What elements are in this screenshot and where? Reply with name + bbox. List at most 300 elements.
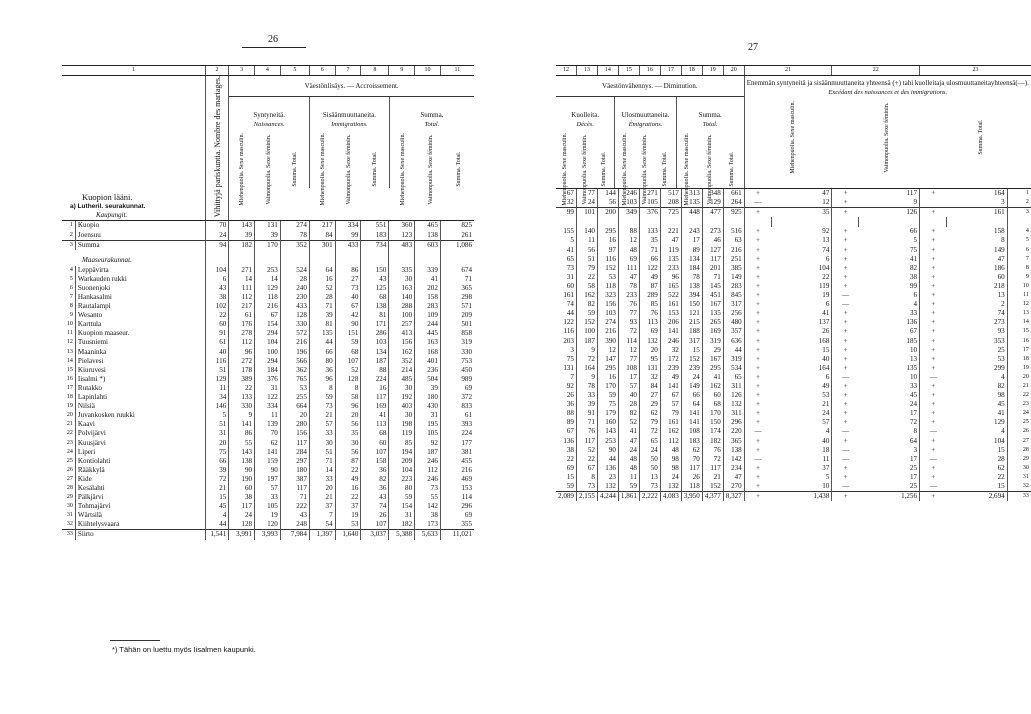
row-value: 159 [255,457,281,466]
row-name: Rautalampi [75,302,205,311]
row-value: 284 [280,448,309,457]
row-value: 15 [681,346,702,355]
sign: + [920,327,947,336]
row-value: 161 [563,291,574,300]
row-name: Siirto [75,530,205,540]
row-value: 297 [280,457,309,466]
row-number: 32 [66,521,73,528]
sign: + [744,346,771,355]
sign: + [744,473,771,482]
row-value: 271 [229,266,255,275]
row-value: 313 [681,189,702,199]
row-number: 14 [1007,318,1031,327]
row-value: 319 [723,355,744,364]
row-value: 138 [723,446,744,455]
excess-value: 353 [994,336,1005,345]
row-value: 661 [723,189,744,199]
excess-value: 273 [994,318,1005,327]
row-number: 19 [66,403,73,410]
row-value: 387 [280,475,309,484]
sign: + [920,400,947,409]
table-row [62,511,474,520]
row-number: 14 [66,357,73,364]
excess-value: 41 [822,309,830,318]
row-value: 88 [618,227,639,236]
row-value: 72 [576,355,597,364]
sign: + [920,318,947,327]
row-value: 60 [205,320,229,329]
row-value: 100 [576,327,597,336]
row-value: 36 [361,466,389,475]
row-value: 57 [618,382,639,391]
row-value: 36 [309,366,335,375]
row-name: Hankasalmi [75,293,205,302]
row-value: 152 [681,355,702,364]
sign: + [920,309,947,318]
row-value: 94 [205,240,229,250]
row-value: 194 [389,448,415,457]
married-header: Vihittyjä pariskuntia. Nombre des mariages. [205,76,229,221]
excess-value: 5 [913,236,918,245]
row-value: 52 [576,446,597,455]
row-value: 233 [618,291,639,300]
row-value: 50 [639,455,660,464]
row-value: 74 [361,502,389,511]
excess-value: 53 [997,354,1005,363]
row-value: 76 [576,427,597,436]
row-name: Kaavi [75,420,205,429]
row-number: 23 [66,439,73,446]
row-value: 84 [639,382,660,391]
row-value: 88 [566,409,574,418]
row-value: 44 [723,346,744,355]
col-num: 9 [389,66,415,76]
row-name: Rääkkylä [75,466,205,475]
excess-value: 15 [822,345,830,354]
row-value: 334 [255,402,281,411]
row-value: 79 [576,264,597,273]
excess-value: 161 [947,208,1008,218]
sign: — [920,482,947,492]
row-value: 16 [597,373,618,382]
table-row [62,429,474,438]
row-name: Karttula [75,320,205,329]
row-value: 334 [335,221,361,231]
row-value: 216 [597,327,618,336]
row-value: 24 [660,473,681,482]
row-value: 3,993 [255,530,281,540]
row-value: 989 [440,375,474,384]
footnote: *) Tähän on luettu myös Iisalmen kaupunki. [112,645,256,654]
row-value: 31 [255,384,281,393]
column-number-row [556,66,1031,76]
row-value: 3 [570,345,574,354]
excess-value: 15 [997,482,1005,490]
row-value: 69 [639,327,660,336]
row-value: 129 [702,198,723,208]
row-value: 138 [681,282,702,291]
row-value: 244 [415,320,441,329]
row-number: 10 [1007,282,1031,291]
row-value: 198 [389,420,415,429]
row-value: 116 [205,357,229,366]
row-value: 171 [361,320,389,329]
excess-value: 1,438 [771,492,832,502]
sign: + [920,355,947,364]
row-value: 31 [566,272,574,281]
excess-value: 13 [997,291,1005,300]
row-value: 274 [597,318,618,327]
row-value: 177 [440,439,474,448]
row-value: 278 [229,329,255,338]
row-value: 69 [440,384,474,393]
sign: + [920,346,947,355]
row-value: 352 [389,357,415,366]
row-value: 154 [389,502,415,511]
table-row [62,448,474,457]
row-value: 96 [229,348,255,357]
row-value: 135 [681,198,702,208]
row-value: 113 [361,420,389,429]
excess-value: 158 [994,227,1005,236]
row-value: 273 [702,227,723,236]
row-value: 68 [361,293,389,302]
row-value: 393 [440,420,474,429]
col-num: 10 [415,66,441,76]
row-value: 246 [415,475,441,484]
excess-value: 149 [994,245,1005,254]
excess-value: 164 [818,363,830,372]
row-value: 24 [639,446,660,455]
row-number: 3 [62,240,75,250]
row-value: 118 [597,282,618,291]
row-value: 57 [255,484,281,493]
row-value: 32 [639,373,660,382]
table-row [556,382,1031,391]
table-row [556,364,1031,373]
row-value: 169 [702,327,723,336]
row-value: 56 [335,448,361,457]
row-value: 1,086 [440,240,474,250]
row-value: 221 [660,227,681,236]
sign: + [832,346,859,355]
row-value: 39 [415,384,441,393]
row-value: 73 [639,482,660,492]
sign: + [832,264,859,273]
page-number-left: 26 [268,34,278,45]
row-value: 20 [639,346,660,355]
row-value: 296 [440,502,474,511]
row-value: 44 [205,520,229,530]
sign: + [744,373,771,382]
row-value: 135 [309,329,335,338]
row-name: Kuusjärvi [75,439,205,448]
row-name: Kiuruvesi [75,366,205,375]
sign: + [832,492,859,502]
sign: + [920,418,947,427]
sign: + [920,473,947,482]
row-value: 66 [309,348,335,357]
row-value: 48 [618,455,639,464]
row-name: Nilsiä [75,402,205,411]
row-value: 22 [229,384,255,393]
sign: + [744,400,771,409]
row-value: 158 [415,293,441,302]
row-value: 93 [618,318,639,327]
row-value: 180 [280,466,309,475]
row-value: 87 [639,282,660,291]
row-value: 21 [702,473,723,482]
excess-value: 24 [909,400,918,409]
col-num: 1 [62,66,205,76]
row-value: 52 [618,418,639,427]
row-value: 825 [440,221,474,231]
row-value: 152 [597,264,618,273]
excess-value: 185 [906,336,918,345]
row-value: 99 [556,208,576,218]
excess-value: 45 [997,400,1005,409]
excess-value: 164 [994,189,1005,198]
row-value: 78 [681,273,702,282]
row-value: 138 [415,231,441,241]
sign: — [832,482,859,492]
row-value: 298 [440,293,474,302]
row-value: 52 [309,284,335,293]
row-number: 20 [66,412,73,419]
row-value: 77 [618,309,639,318]
excess-value: 5 [825,472,830,481]
row-value: 572 [280,329,309,338]
excess-value: 3 [1001,198,1005,207]
row-value: 67 [660,391,681,400]
row-value: 413 [389,329,415,338]
sign: + [744,282,771,291]
sign: + [920,236,947,245]
row-value: 141 [255,448,281,457]
row-value: 172 [660,355,681,364]
row-value: 76 [639,309,660,318]
row-value: 28 [280,275,309,284]
row-value: 49 [639,273,660,282]
excess-value: 117 [906,189,918,198]
row-value: 516 [723,227,744,236]
sign: + [832,327,859,336]
row-value: 39 [229,231,255,241]
col-num: 22 [832,66,920,76]
row-value: 141 [681,409,702,418]
row-value: 355 [440,520,474,530]
excess-value: 126 [859,208,920,218]
row-value: 141 [660,327,681,336]
row-value: 155 [563,227,574,236]
row-value: 60 [566,281,574,290]
row-value: 67 [566,189,574,198]
row-value: 9 [229,411,255,420]
row-value: 469 [440,475,474,484]
row-value: 19 [335,511,361,520]
row-value: 4,244 [597,492,618,502]
row-value: 140 [576,227,597,236]
row-value: 134 [361,348,389,357]
row-value: 84 [309,231,335,241]
table-row [62,475,474,484]
row-value: 125 [361,284,389,293]
table-row [62,384,474,393]
row-value: 85 [389,439,415,448]
row-value: 73 [576,482,597,492]
row-value: 78 [280,231,309,241]
row-value: 140 [389,293,415,302]
row-value: 485 [389,375,415,384]
row-value: 143 [229,221,255,231]
row-number: 32 [1007,482,1031,492]
row-value: 14 [229,275,255,284]
row-value: 59 [597,391,618,400]
sign: + [920,255,947,264]
row-value: 169 [361,402,389,411]
row-value: 42 [335,311,361,320]
row-value: 103 [618,198,639,208]
row-value: 151 [335,329,361,338]
row-value: 96 [660,273,681,282]
row-value: 184 [255,366,281,375]
row-value: 156 [597,300,618,309]
row-value: 100 [389,311,415,320]
row-value: 551 [361,221,389,231]
empty-cell [280,250,309,266]
excess-value: 67 [909,327,918,336]
row-name: Polvijärvi [75,429,205,438]
row-value: 61 [440,411,474,420]
row-value: 120 [255,520,281,530]
row-value: 96 [309,375,335,384]
row-value: 69 [618,255,639,264]
sign: + [744,264,771,273]
row-value: 1,861 [618,492,639,502]
births-group: Syntyneitä. Naissances. Miehenpuolia. Sexe masculin. Vaimonpuolia. Sexe féminin. Summa. Total. [229,97,310,188]
row-value: 79 [639,418,660,427]
row-value: 265 [702,318,723,327]
row-value: 118 [681,482,702,492]
row-number: 25 [1007,418,1031,427]
row-value: 24 [205,231,229,241]
excess-value: 60 [997,272,1005,281]
row-number: 11 [67,330,73,337]
row-value: 184 [681,264,702,273]
row-number: 24 [1007,409,1031,418]
sign: + [744,236,771,245]
table-row [556,473,1031,482]
row-name: Pälkjärvi [75,493,205,502]
col-num: 8 [361,66,389,76]
row-number: 9 [69,312,73,319]
row-value: 68 [702,400,723,409]
row-value: 67 [566,427,574,436]
excess-value: 40 [822,436,830,445]
excess-value: 93 [997,327,1005,336]
row-value: 105 [415,429,441,438]
row-value: 70 [255,429,281,438]
row-value: 178 [229,366,255,375]
row-value: 81 [361,311,389,320]
row-value: 14 [255,275,281,284]
row-value: 80 [309,357,335,366]
row-value: 71 [639,246,660,255]
row-value: 73 [415,484,441,493]
decrease-header: Väestönvähennys. — Diminution. [556,76,744,97]
row-value: 62 [639,409,660,418]
row-value: 55 [229,439,255,448]
row-value: 71 [702,273,723,282]
row-value: 98 [660,464,681,473]
row-value: 168 [415,348,441,357]
row-value: 283 [415,302,441,311]
row-value: 339 [415,266,441,275]
row-value: 295 [702,364,723,373]
excess-value: 74 [822,245,830,254]
row-value: 362 [280,366,309,375]
row-value: 82 [361,475,389,484]
row-value: 22 [576,273,597,282]
row-value: 41 [702,373,723,382]
table-row [556,337,1031,346]
row-value: 102 [205,302,229,311]
row-value: 54 [309,520,335,530]
row-number: 19 [1007,364,1031,373]
excess-header: Enemmän syntyneitä ja sisäänmuuttaneita yhteensä (+) tahi kuolleitaja ulosmuuttaneitayhteensä(—). [746,79,1029,88]
row-value: 82 [618,409,639,418]
row-number: 22 [66,430,73,437]
row-value: 20 [205,439,229,448]
row-value: 349 [618,208,639,218]
sign: + [920,492,947,502]
row-value: 113 [639,318,660,327]
row-value: 134 [681,255,702,264]
row-value: 46 [702,236,723,245]
col-num: 16 [639,66,660,76]
empty-cell [576,217,597,227]
col-num: 14 [597,66,618,76]
table-row [62,520,474,530]
row-number: 20 [1007,373,1031,382]
row-value: 121 [681,309,702,318]
row-value: 41 [415,275,441,284]
row-value: 117 [681,464,702,473]
table-row [62,366,474,375]
row-value: 170 [597,382,618,391]
sign: — [920,427,947,436]
sign: + [832,227,859,236]
row-value: 272 [229,357,255,366]
row-name: Kuopion maaseur. [75,329,205,338]
row-number: 15 [66,366,73,373]
row-value: 455 [440,457,474,466]
row-number: 3 [1007,208,1031,218]
excess-value: 17 [909,454,918,463]
row-name: Joensuu [75,231,205,241]
row-value: 430 [415,402,441,411]
empty-cell [618,217,639,227]
row-name: Wärtsilä [75,511,205,520]
row-value: 123 [389,231,415,241]
row-number: 26 [66,466,73,473]
row-value: 122 [563,318,574,327]
row-value: 21 [309,411,335,420]
row-value: 37 [335,502,361,511]
excess-value: 57 [822,418,830,427]
row-value: 209 [389,457,415,466]
excess-value: 41 [909,254,918,263]
